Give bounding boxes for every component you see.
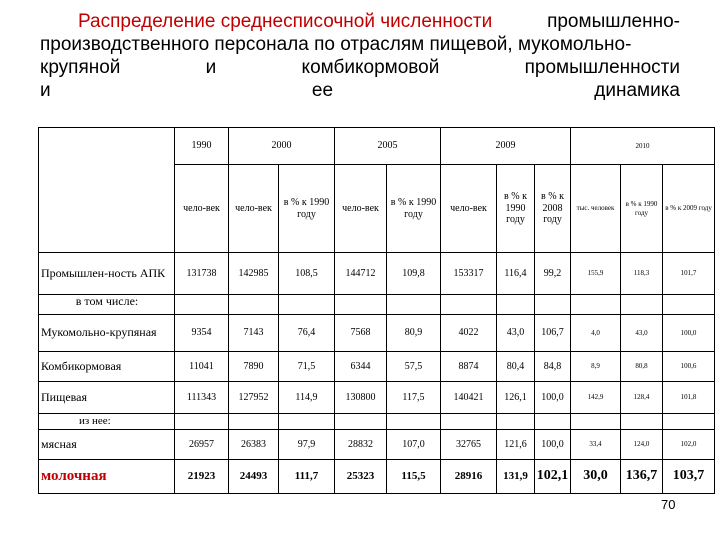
title-black-text: промышленно- bbox=[547, 11, 680, 32]
table-cell: 43,0 bbox=[497, 315, 535, 352]
table-cell bbox=[441, 414, 497, 430]
table-cell bbox=[279, 414, 335, 430]
table-cell: 11041 bbox=[175, 352, 229, 382]
page-number: 70 bbox=[661, 497, 676, 512]
table-cell: 102,0 bbox=[663, 430, 715, 460]
header-blank-cell bbox=[39, 128, 175, 253]
row-label: из нее: bbox=[39, 414, 175, 430]
table-cell bbox=[229, 295, 279, 315]
table-cell: 128,4 bbox=[621, 382, 663, 414]
table-cell bbox=[229, 414, 279, 430]
table-cell: 142985 bbox=[229, 253, 279, 295]
table-cell: 26957 bbox=[175, 430, 229, 460]
table-cell: 28832 bbox=[335, 430, 387, 460]
table-cell: 103,7 bbox=[663, 460, 715, 494]
title-word: крупяной bbox=[40, 57, 121, 78]
row-label: Пищевая bbox=[39, 382, 175, 414]
table-cell bbox=[497, 414, 535, 430]
table-cell bbox=[663, 414, 715, 430]
title-word: динамика bbox=[594, 80, 680, 101]
table-cell: 142,9 bbox=[571, 382, 621, 414]
table-cell: 7568 bbox=[335, 315, 387, 352]
col-header: чело-век bbox=[229, 165, 279, 253]
table-cell: 108,5 bbox=[279, 253, 335, 295]
table-cell: 106,7 bbox=[535, 315, 571, 352]
table-cell: 144712 bbox=[335, 253, 387, 295]
table-cell bbox=[387, 414, 441, 430]
header-years-row bbox=[39, 128, 715, 165]
col-header: чело-век bbox=[441, 165, 497, 253]
table-cell: 131,9 bbox=[497, 460, 535, 494]
row-label: в том числе: bbox=[39, 295, 175, 315]
table-cell: 8874 bbox=[441, 352, 497, 382]
table-cell: 26383 bbox=[229, 430, 279, 460]
slide-title bbox=[40, 10, 680, 102]
table-cell: 126,1 bbox=[497, 382, 535, 414]
table-cell: 99,2 bbox=[535, 253, 571, 295]
employment-table bbox=[38, 127, 715, 494]
row-label: Промышлен-ность АПК bbox=[39, 253, 175, 295]
table-cell: 130800 bbox=[335, 382, 387, 414]
table-cell: 107,0 bbox=[387, 430, 441, 460]
col-header: в % к 1990 году bbox=[387, 165, 441, 253]
year-header: 1990 bbox=[175, 128, 229, 165]
table-cell bbox=[571, 414, 621, 430]
table-row bbox=[39, 414, 715, 430]
row-label: Мукомольно-крупяная bbox=[39, 315, 175, 352]
table-cell bbox=[279, 295, 335, 315]
table-cell: 8,9 bbox=[571, 352, 621, 382]
table-cell: 21923 bbox=[175, 460, 229, 494]
table-cell: 80,9 bbox=[387, 315, 441, 352]
table-cell: 100,0 bbox=[535, 382, 571, 414]
table-cell: 6344 bbox=[335, 352, 387, 382]
table-cell: 101,7 bbox=[663, 253, 715, 295]
table-cell bbox=[621, 414, 663, 430]
table-cell: 100,0 bbox=[535, 430, 571, 460]
table-cell bbox=[663, 295, 715, 315]
table-row bbox=[39, 352, 715, 382]
table-cell bbox=[535, 295, 571, 315]
table-cell: 155,9 bbox=[571, 253, 621, 295]
table-row bbox=[39, 382, 715, 414]
year-header: 2005 bbox=[335, 128, 441, 165]
table-cell: 32765 bbox=[441, 430, 497, 460]
row-label: молочная bbox=[39, 460, 175, 494]
table-cell: 7143 bbox=[229, 315, 279, 352]
col-header: чело-век bbox=[335, 165, 387, 253]
col-header: чело-век bbox=[175, 165, 229, 253]
table-cell: 80,8 bbox=[621, 352, 663, 382]
title-word: и bbox=[205, 57, 217, 78]
table-row bbox=[39, 253, 715, 295]
table-cell: 124,0 bbox=[621, 430, 663, 460]
table-cell: 43,0 bbox=[621, 315, 663, 352]
table-cell bbox=[571, 295, 621, 315]
table-cell: 4,0 bbox=[571, 315, 621, 352]
table-cell: 100,0 bbox=[663, 315, 715, 352]
table-cell: 28916 bbox=[441, 460, 497, 494]
table-cell bbox=[535, 414, 571, 430]
table-cell: 102,1 bbox=[535, 460, 571, 494]
title-red-text: Распределение среднесписочной численности bbox=[78, 11, 493, 32]
table-cell bbox=[175, 295, 229, 315]
row-label: мясная bbox=[39, 430, 175, 460]
table-cell: 116,4 bbox=[497, 253, 535, 295]
table-cell: 57,5 bbox=[387, 352, 441, 382]
table-cell: 7890 bbox=[229, 352, 279, 382]
year-header: 2000 bbox=[229, 128, 335, 165]
title-line-1 bbox=[40, 10, 680, 33]
table-cell: 115,5 bbox=[387, 460, 441, 494]
table-cell: 101,8 bbox=[663, 382, 715, 414]
col-header: тыс. человек bbox=[571, 165, 621, 253]
table-cell bbox=[621, 295, 663, 315]
table-cell: 4022 bbox=[441, 315, 497, 352]
table-cell: 30,0 bbox=[571, 460, 621, 494]
title-word: промышленности bbox=[524, 57, 680, 78]
col-header: в % к 1990 году bbox=[621, 165, 663, 253]
table-cell: 111,7 bbox=[279, 460, 335, 494]
table-cell: 97,9 bbox=[279, 430, 335, 460]
table-cell: 131738 bbox=[175, 253, 229, 295]
table-cell: 118,3 bbox=[621, 253, 663, 295]
table-cell: 25323 bbox=[335, 460, 387, 494]
table-cell: 84,8 bbox=[535, 352, 571, 382]
col-header: в % к 2008 году bbox=[535, 165, 571, 253]
table-cell: 153317 bbox=[441, 253, 497, 295]
table-cell bbox=[335, 295, 387, 315]
title-word: комбикормовой bbox=[301, 57, 440, 78]
table-cell: 121,6 bbox=[497, 430, 535, 460]
table-cell: 136,7 bbox=[621, 460, 663, 494]
title-word: ее bbox=[311, 80, 334, 101]
table-cell bbox=[387, 295, 441, 315]
title-word: и bbox=[40, 80, 51, 101]
table-row bbox=[39, 460, 715, 494]
table-row bbox=[39, 295, 715, 315]
table-cell: 140421 bbox=[441, 382, 497, 414]
table-row bbox=[39, 430, 715, 460]
table-cell: 117,5 bbox=[387, 382, 441, 414]
table-cell: 111343 bbox=[175, 382, 229, 414]
table-cell bbox=[441, 295, 497, 315]
table-cell: 24493 bbox=[229, 460, 279, 494]
title-line-3 bbox=[40, 56, 680, 79]
table-cell: 114,9 bbox=[279, 382, 335, 414]
table-cell bbox=[497, 295, 535, 315]
year-header: 2010 bbox=[571, 128, 715, 165]
table-cell: 71,5 bbox=[279, 352, 335, 382]
col-header: в % к 1990 году bbox=[497, 165, 535, 253]
table-row bbox=[39, 315, 715, 352]
table-cell bbox=[335, 414, 387, 430]
table-cell: 80,4 bbox=[497, 352, 535, 382]
title-line-4 bbox=[40, 79, 680, 102]
year-header: 2009 bbox=[441, 128, 571, 165]
table-cell: 100,6 bbox=[663, 352, 715, 382]
title-line-2-text: производственного персонала по отраслям пищевой, мукомольно- bbox=[40, 34, 632, 55]
table-cell: 9354 bbox=[175, 315, 229, 352]
row-label: Комбикормовая bbox=[39, 352, 175, 382]
col-header: в % к 2009 году bbox=[663, 165, 715, 253]
table-cell: 76,4 bbox=[279, 315, 335, 352]
table-cell: 127952 bbox=[229, 382, 279, 414]
table-cell: 33,4 bbox=[571, 430, 621, 460]
title-line-2 bbox=[40, 33, 680, 56]
table-cell: 109,8 bbox=[387, 253, 441, 295]
col-header: в % к 1990 году bbox=[279, 165, 335, 253]
table-cell bbox=[175, 414, 229, 430]
